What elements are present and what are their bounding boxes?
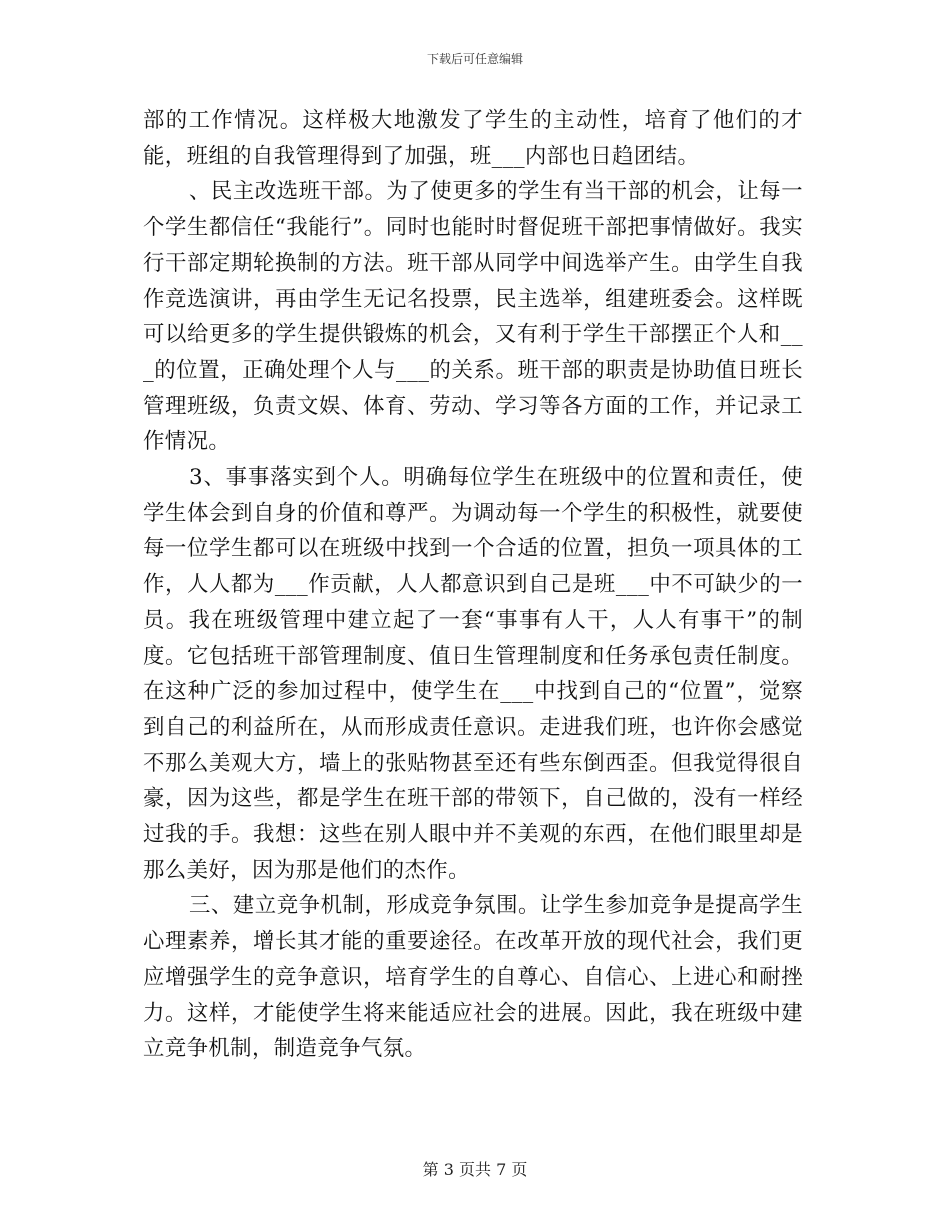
page-header: 下载后可任意编辑 xyxy=(426,52,523,66)
paragraph-3: 3、事事落实到个人。明确每位学生在班级中的位置和责任，使学生体会到自身的价值和尊严。为调动每一个学生的积极性，就要使每一位学生都可以在班级中找到一个合适的位置，担负一项具体的工作，人人都为___作贡献，人人都意识到自己是班___中不可缺少的一员。我在班级管理中建立起了一套“事事有人干，人人有事干”的制度。它包括班干部管理制度、值日生管理制度和任务承包责任制度。在这种广泛的参加过程中，使学生在___中找到自己的“位置”，觉察到自己的利益所在，从而形成责任意识。走进我们班，也许你会感觉不那么美观大方，墙上的张贴物甚至还有些东倒西歪。但我觉得很自豪，因为这些，都是学生在班干部的带领下，自己做的，没有一样经过我的手。我想：这些在别人眼中并不美观的东西，在他们眼里却是那么美好，因为那是他们的杰作。 xyxy=(143,465,803,883)
body-text xyxy=(143,103,803,1067)
paragraph-2: 、民主改选班干部。为了使更多的学生有当干部的机会，让每一个学生都信任“我能行”。同时也能时时督促班干部把事情做好。我实行干部定期轮换制的方法。班干部从同学中间选举产生。由学生自我作竞选演讲，再由学生无记名投票，民主选举，组建班委会。这样既可以给更多的学生提供锻炼的机会，又有利于学生干部摆正个人和___的位置，正确处理个人与___的关系。班干部的职责是协助值日班长管理班级，负责文娱、体育、劳动、学习等各方面的工作，并记录工作情况。 xyxy=(143,179,803,455)
paragraph-4: 三、建立竞争机制，形成竞争氛围。让学生参加竞争是提高学生心理素养，增长其才能的重要途径。在改革开放的现代社会，我们更应增强学生的竞争意识，培育学生的自尊心、自信心、上进心和耐挫力。这样，才能使学生将来能适应社会的进展。因此，我在班级中建立竞争机制，制造竞争气氛。 xyxy=(143,893,803,1062)
paragraph-1: 部的工作情况。这样极大地激发了学生的主动性，培育了他们的才能，班组的自我管理得到了加强，班___内部也日趋团结。 xyxy=(143,108,803,169)
page-footer: 第 3 页共 7 页 xyxy=(422,1160,528,1179)
